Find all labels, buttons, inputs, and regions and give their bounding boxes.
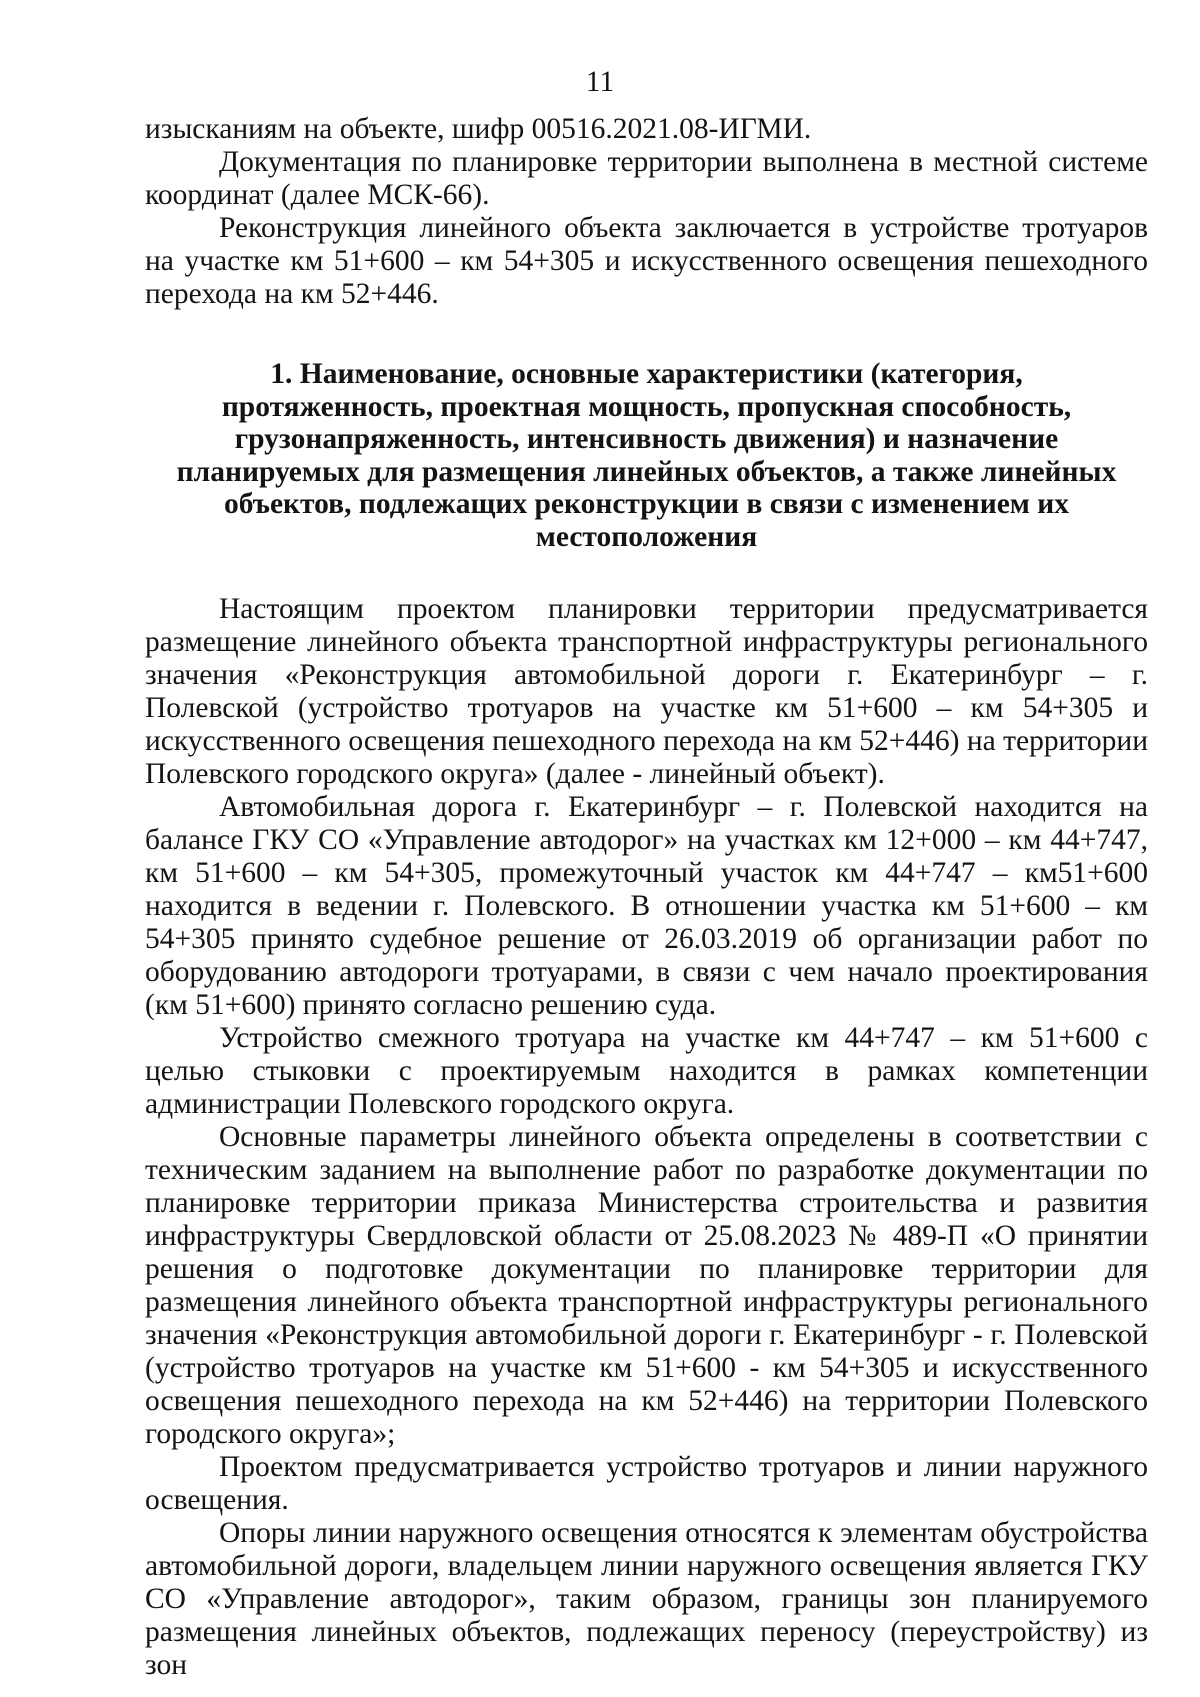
body-paragraph-4: Основные параметры линейного объекта определены в соответствии с техническим заданием на выполнение работ по разработке документации по планировке территории приказа Министерства строительства и развития инфраструктуры Свердловской области от 25.08.2023 № 489-П «О принятии решения о подготовке документации по планировке территории для размещения линейного объекта транспортной инфраструктуры регионального значения «Реконструкция автомобильной дороги г. Екатеринбург - г. Полевской (устройство тротуаров на участке км 51+600 - км 54+305 и искусственного освещения пешеходного перехода на км 52+446) на территории Полевского городского округа»;	[145, 1121, 1148, 1450]
intro-paragraph-3: Реконструкция линейного объекта заключается в устройстве тротуаров на участке км 51+600 – км 54+305 и искусственного освещения пешеходного перехода на км 52+446.	[145, 212, 1148, 310]
body-paragraph-2: Автомобильная дорога г. Екатеринбург – г. Полевской находится на балансе ГКУ СО «Управление автодорог» на участках км 12+000 – км 44+747, км 51+600 – км 54+305, промежуточный участок км 44+747 – км51+600 находится в ведении г. Полевского. В отношении участка км 51+600 – км 54+305 принято судебное решение от 26.03.2019 об организации работ по оборудованию автодороги тротуарами, в связи с чем начало проектирования (км 51+600) принято согласно решению суда.	[145, 791, 1148, 1021]
body-paragraph-6: Опоры линии наружного освещения относятся к элементам обустройства автомобильной дороги, владельцем линии наружного освещения является ГКУ СО «Управление автодорог», таким образом, границы зон планируемого размещения линейных объектов, подлежащих переносу (переустройству) из зон	[145, 1517, 1148, 1681]
section-heading: 1. Наименование, основные характеристики (категория, протяженность, проектная мощность, пропускная способность, грузонапряженность, интенсивность движения) и назначение планируемых для размещения линейных объектов, а также линейных объектов, подлежащих реконструкции в связи с изменением их местоположения	[176, 358, 1117, 553]
intro-paragraph-1: изысканиям на объекте, шифр 00516.2021.08-ИГМИ.	[145, 113, 812, 145]
body-paragraph-3: Устройство смежного тротуара на участке км 44+747 – км 51+600 с целью стыковки с проектируемым находится в рамках компетенции администрации Полевского городского округа.	[145, 1022, 1148, 1120]
body-paragraph-1: Настоящим проектом планировки территории предусматривается размещение линейного объекта транспортной инфраструктуры регионального значения «Реконструкция автомобильной дороги г. Екатеринбург – г. Полевской (устройство тротуаров на участке км 51+600 – км 54+305 и искусственного освещения пешеходного перехода на км 52+446) на территории Полевского городского округа» (далее - линейный объект).	[145, 593, 1148, 790]
page-number: 11	[585, 66, 615, 98]
intro-paragraph-2: Документация по планировке территории выполнена в местной системе координат (далее МСК-66).	[145, 146, 1148, 211]
body-paragraph-5: Проектом предусматривается устройство тротуаров и линии наружного освещения.	[145, 1451, 1148, 1516]
page-content	[145, 113, 1148, 1682]
